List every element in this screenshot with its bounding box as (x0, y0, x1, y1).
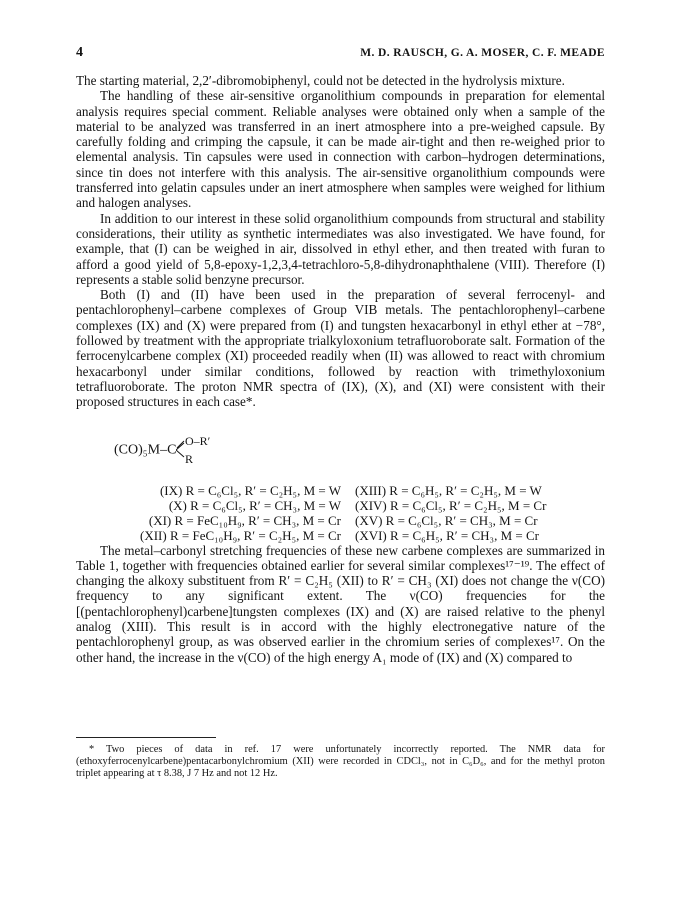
paragraph: Both (I) and (II) have been used in the preparation of several ferrocenyl- and pentachlorophenyl–carbene complexes of Group VIB metals. The pentachlorophenyl–carbene complexes (IX) and (X) were prepared from (I) and tungsten hexacarbonyl in ethyl ether at −78°, followed by treatment with the appropriate trialkyloxonium tetrafluoroborate salt. Formation of the ferrocenylcarbene complex (XI) proceeded readily when (II) was allowed to react with chromium hexacarbonyl under similar conditions, followed by reaction with trimethyloxonium tetrafluoroborate. The proton NMR spectra of (IX), (X), and (XI) were consistent with their proposed structures in each case*. (76, 287, 605, 410)
branch-bonds-icon (176, 435, 216, 465)
compound-list (76, 483, 605, 543)
compound-row: (XIII) R = C₆H₅, R′ = C₂H₅, M = W (355, 482, 542, 498)
formula-branch (176, 435, 216, 465)
formula-lower: R (185, 451, 194, 465)
compound-row: (X) R = C₆Cl₅, R′ = CH₃, M = W (168, 497, 341, 513)
compound-column-right (341, 483, 605, 543)
page-number: 4 (76, 45, 84, 60)
compound-row: (XII) R = FeC₁₀H₉, R′ = C₂H₅, M = Cr (140, 527, 341, 543)
compound-row: (XVI) R = C₆H₅, R′ = CH₃, M = Cr (355, 527, 539, 543)
paragraph: In addition to our interest in these solid organolithium compounds from structural and stability considerations, their utility as synthetic intermediates was also investigated. We have found, for example, that (I) can be weighed in air, dissolved in ethyl ether, and then treated with furan to afford a good yield of 5,8-epoxy-1,2,3,4-tetrachloro-5,8-dihydronaphthalene (VIII). Therefore (I) represents a stable solid benzyne precursor. (76, 210, 605, 287)
compound-column-left (76, 483, 341, 543)
footnote-text: * Two pieces of data in ref. 17 were unfortunately incorrectly reported. The NMR data for (ethoxyferrocenylcarbene)pentacarbonylchromium (XII) were recorded in CDCl₃, not in C₆D₆, and for the methyl proton triplet appearing at τ 8.38, J 7 Hz and not 12 Hz. (76, 744, 605, 780)
compound-row: (IX) R = C₆Cl₅, R′ = C₂H₅, M = W (159, 482, 341, 498)
formula-prefix: (CO)₅M–C (114, 442, 177, 458)
paragraph: The handling of these air-sensitive organolithium compounds in preparation for elemental analysis requires special comment. Reliable analyses were obtained only when a sample of the material to be analyzed was transferred in an inert atmosphere into a pre-weighed capsule. By carefully folding and crimping the capsule, it can be made air-tight and then re-weighed prior to elemental analysis. Tin capsules were used in connection with carbon–hydrogen determinations, since tin does not interfere with this analysis. The air-sensitive organolithium compounds were transferred into gelatin capsules under an inert atmosphere when samples were weighed for lithium and halogen analyses. (76, 88, 605, 211)
general-formula (114, 435, 216, 465)
page-header (76, 45, 605, 61)
body-text (76, 73, 605, 665)
compound-row: (XV) R = C₆Cl₅, R′ = CH₃, M = Cr (355, 512, 538, 528)
running-head-authors: M. D. RAUSCH, G. A. MOSER, C. F. MEADE (360, 47, 605, 59)
carbene-formula (76, 431, 605, 477)
paragraph: The starting material, 2,2′-dibromobiphenyl, could not be detected in the hydrolysis mixture. (76, 73, 565, 88)
compound-row: (XIV) R = C₆Cl₅, R′ = C₂H₅, M = Cr (355, 497, 547, 513)
footnote (76, 744, 605, 781)
compound-row: (XI) R = FeC₁₀H₉, R′ = CH₃, M = Cr (148, 512, 341, 528)
paragraph: The metal–carbonyl stretching frequencies of these new carbene complexes are summarized in Table 1, together with frequencies obtained earlier for several similar complexes¹⁷⁻¹⁹. The effect of changing the alkoxy substituent from R′ = C₂H₅ (XII) to R′ = CH₃ (XI) does not change the ν(CO) frequency to any significant extent. The ν(CO) frequencies for the [(pentachlorophenyl)carbene]tungsten complexes (IX) and (X) are raised relative to the phenyl analog (XIII). This result is in accord with the highly electronegative nature of the pentachlorophenyl group, as was observed earlier in the chromium series of complexes¹⁷. On the other hand, the increase in the ν(CO) of the high energy A₁ mode of (IX) and (X) compared to (76, 542, 605, 665)
formula-upper: O–R′ (185, 434, 211, 448)
footnote-rule (76, 737, 216, 738)
